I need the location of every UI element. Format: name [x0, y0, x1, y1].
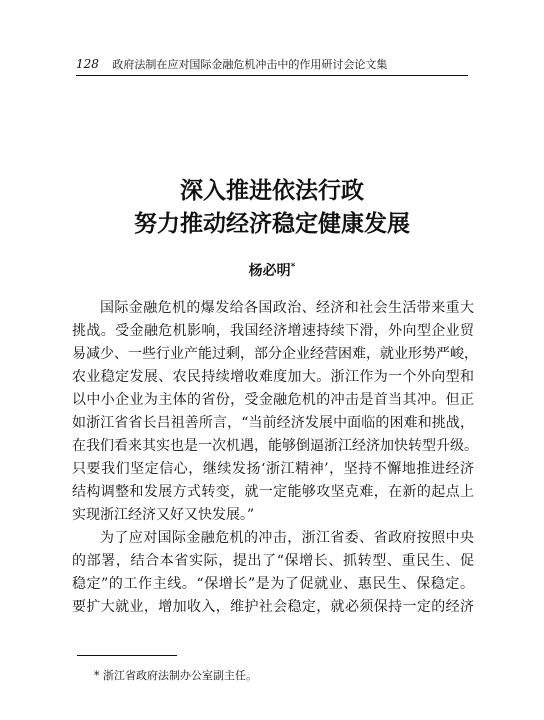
paragraph-2 — [72, 527, 474, 619]
body-line: 结构调整和发展方式转变，就一定能够攻坚克难，在新的起点上 — [72, 484, 474, 500]
body-line: 如浙江省省长吕祖善所言，“当前经济发展中面临的困难和挑战， — [72, 415, 474, 431]
author-byline — [0, 260, 544, 280]
body-line: 农业稳定发展、农民持续增收难度加大。浙江作为一个外向型和 — [72, 369, 474, 385]
body-line: 稳定”的工作主线。“保增长”是为了促就业、惠民生、保稳定。 — [72, 576, 474, 592]
body-line: 只要我们坚定信心，继续发扬‘浙江精神’，坚持不懈地推进经济 — [72, 461, 474, 477]
body-line: 的部署，结合本省实际，提出了“保增长、抓转型、重民生、促 — [72, 553, 474, 569]
article-title-line-1: 深入推进依法行政 — [180, 177, 364, 204]
footnote — [94, 667, 257, 683]
body-line: 在我们看来其实也是一次机遇，能够倒逼浙江经济加快转型升级。 — [72, 438, 478, 454]
body-line: 实现浙江经济又好又快发展。” — [72, 507, 255, 523]
body-line: 挑战。受金融危机影响，我国经济增速持续下滑，外向型企业贸 — [72, 323, 474, 339]
body-line: 国际金融危机的爆发给各国政治、经济和社会生活带来重大 — [100, 300, 474, 316]
running-title: 政府法制在应对国际金融危机冲击中的作用研讨会论文集 — [112, 58, 388, 71]
page-number: 128 — [76, 57, 99, 71]
body-line: 要扩大就业，增加收入，维护社会稳定，就必须保持一定的经济 — [72, 599, 474, 615]
footnote-mark: * — [94, 669, 100, 682]
author-footnote-mark: * — [290, 262, 296, 273]
body-line: 以中小企业为主体的省份，受金融危机的冲击是首当其冲。但正 — [72, 392, 474, 408]
running-header — [76, 55, 468, 76]
paragraph-1 — [72, 297, 478, 527]
body-line: 为了应对国际金融危机的冲击，浙江省委、省政府按照中央 — [100, 530, 474, 546]
body-line: 易减少、一些行业产能过剩，部分企业经营困难，就业形势严峻， — [72, 346, 478, 362]
footnote-text: 浙江省政府法制办公室副主任。 — [103, 669, 257, 682]
footnote-divider — [77, 655, 177, 656]
article-title-line-2: 努力推动经济稳定健康发展 — [134, 210, 410, 237]
author-name: 杨必明 — [248, 263, 291, 279]
article-body — [72, 297, 478, 619]
